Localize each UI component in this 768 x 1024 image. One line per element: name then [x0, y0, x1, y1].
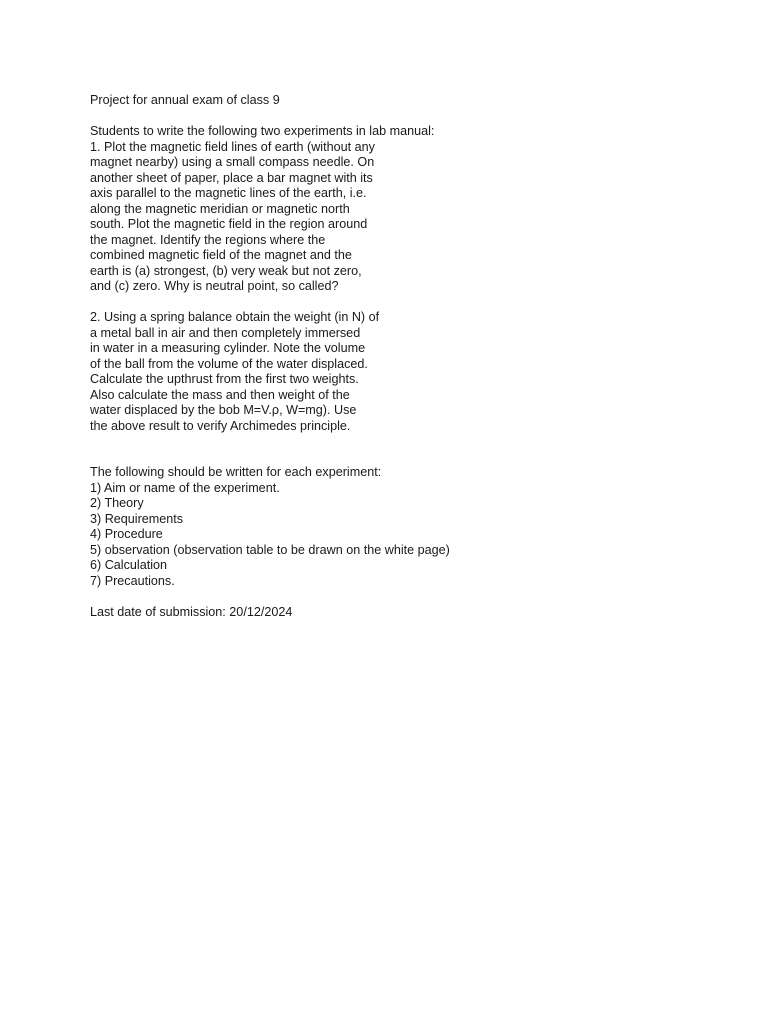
experiment-1-line: 1. Plot the magnetic field lines of earth (without any	[90, 139, 375, 154]
format-item: 2) Theory	[90, 496, 144, 510]
spacer	[90, 434, 730, 450]
intro-text: Students to write the following two experiments in lab manual:	[90, 124, 435, 138]
document-body	[90, 93, 730, 620]
experiment-1-line: combined magnetic field of the magnet and the	[90, 248, 352, 262]
document-title: Project for annual exam of class 9	[90, 93, 280, 107]
format-item: 4) Procedure	[90, 527, 163, 541]
experiment-1-line: south. Plot the magnetic field in the region around	[90, 217, 368, 231]
experiment-1-line: another sheet of paper, place a bar magnet with its	[90, 170, 373, 185]
submission-deadline: Last date of submission: 20/12/2024	[90, 604, 293, 619]
experiment-1-line: axis parallel to the magnetic lines of the earth, i.e.	[90, 186, 367, 200]
spacer	[90, 589, 730, 605]
experiment-2-line: of the ball from the volume of the water displaced.	[90, 356, 368, 371]
spacer	[90, 450, 730, 466]
format-item: 5) observation (observation table to be drawn on the white page)	[90, 542, 450, 557]
format-list	[90, 481, 730, 590]
experiment-2-line: in water in a measuring cylinder. Note the volume	[90, 341, 366, 355]
experiment-1-line: and (c) zero. Why is neutral point, so called?	[90, 279, 339, 293]
experiment-2-line: the above result to verify Archimedes principle.	[90, 418, 351, 433]
experiment-2-line: Also calculate the mass and then weight of the	[90, 387, 350, 402]
format-item: 1) Aim or name of the experiment.	[90, 480, 280, 495]
spacer	[90, 109, 730, 125]
experiment-2-line: Calculate the upthrust from the first two weights.	[90, 372, 359, 386]
experiment-1	[90, 140, 730, 295]
format-item: 6) Calculation	[90, 558, 168, 572]
spacer	[90, 295, 730, 311]
experiment-2-line: a metal ball in air and then completely immersed	[90, 325, 361, 340]
experiment-1-line: earth is (a) strongest, (b) very weak but not zero,	[90, 263, 362, 278]
experiment-1-line: magnet nearby) using a small compass needle. On	[90, 155, 375, 169]
experiment-2	[90, 310, 730, 434]
experiment-2-line: water displaced by the bob M=V.ρ, W=mg). Use	[90, 403, 357, 417]
experiment-1-line: along the magnetic meridian or magnetic north	[90, 201, 350, 216]
format-item: 7) Precautions.	[90, 573, 175, 588]
experiment-1-line: the magnet. Identify the regions where the	[90, 232, 326, 247]
format-item: 3) Requirements	[90, 511, 184, 526]
experiment-2-line: 2. Using a spring balance obtain the weight (in N) of	[90, 310, 380, 324]
format-heading: The following should be written for each experiment:	[90, 465, 382, 479]
